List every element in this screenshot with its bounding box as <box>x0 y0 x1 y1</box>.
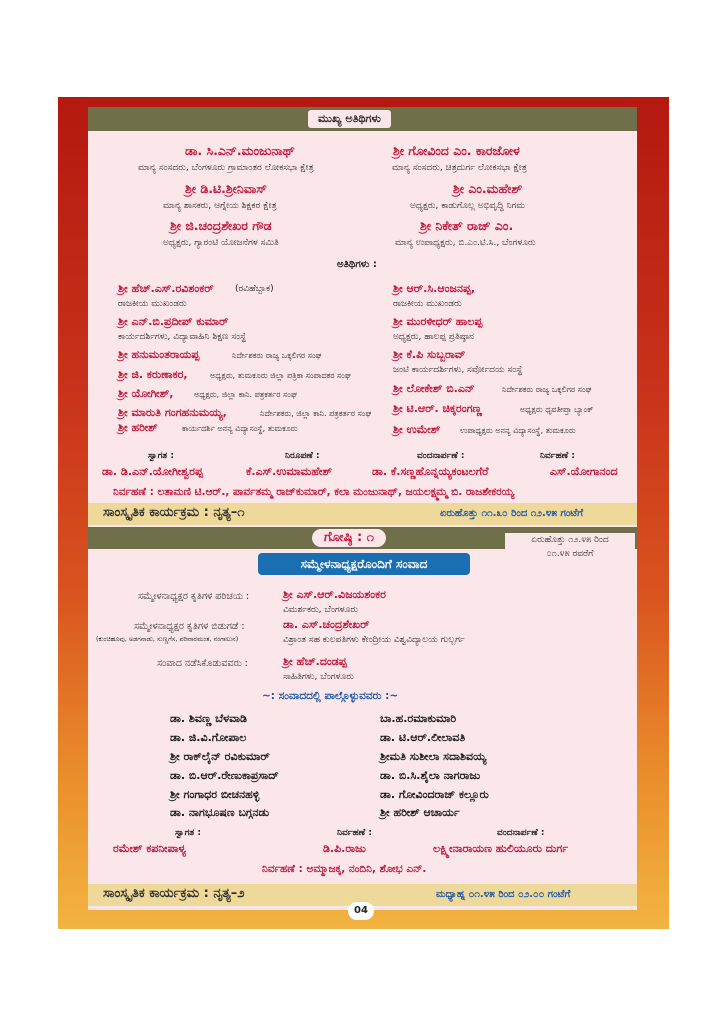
role-manage: ನಿರ್ವಹಣೆ : <box>540 451 575 461</box>
participant: ಡಾ. ಬಿ.ಆರ್.ರೇಣುಕಾಪ್ರಸಾದ್ <box>170 769 279 782</box>
goshti-time-line1: ಏರುಹೊತ್ತು ೧೨.೪೫ ರಿಂದ <box>531 535 609 545</box>
chief-guest-desc: ಮಾನ್ಯ ಉಪಾಧ್ಯಕ್ಷರು, ಬಿ.ಎಂ.ಟಿ.ಸಿ., ಬೆಂಗಳೂರು <box>395 238 536 248</box>
person-welcome: ಡಾ. ಡಿ.ಎನ್.ಯೋಗೀಶ್ವರಪ್ಪ <box>102 465 203 478</box>
participant: ಶ್ರೀ ಹರೀಶ್ ಆಚಾರ್ಯ <box>380 806 460 819</box>
guest-name: ಶ್ರೀ ಆರ್.ಸಿ.ಆಂಜನಪ್ಪ, <box>393 282 476 295</box>
chief-guest-name: ಶ್ರೀ ಡಿ.ಟಿ.ಶ್ರೀನಿವಾಸ್ <box>185 181 267 196</box>
chief-guest-name: ಶ್ರೀ ಜಿ.ಚಂದ್ರಶೇಖರ ಗೌಡ <box>170 218 272 233</box>
guest-name: ಶ್ರೀ ಕೆ.ಪಿ ಸುಬ್ಬರಾವ್ <box>393 348 466 361</box>
management-line: ನಿರ್ವಹಣೆ : ಲತಾಮಣಿ ಟಿ.ಆರ್., ಪಾರ್ವತಮ್ಮ ರಾಜ್‌ಕುಮಾರ್, ಕಲಾ ಮಂಜುನಾಥ್, ಜಯಲಕ್ಷ್ಮಮ್ಮ ಬಿ. ರಾಜಶೇಕರಯ್ಯ <box>113 486 515 498</box>
guest-desc: ಅಧ್ಯಕ್ಷರು, ತುಮಕೂರು ಜಿಲ್ಲಾ ಪತ್ರಿಕಾ ಸಂಪಾದಕರ ಸಂಘ <box>210 371 351 380</box>
participant: ಡಾ. ಟಿ.ಆರ್.ಲೀಲಾವತಿ <box>380 731 466 744</box>
chief-guest-name: ಶ್ರೀ ಗೋವಿಂದ ಎಂ. ಕಾರಜೋಳ <box>393 143 520 158</box>
participant: ಡಾ. ನಾಗಭೂಷಣ ಬಗ್ಗನಡು <box>170 806 270 819</box>
person-intro: ಕೆ.ಎಸ್.ಉಮಾಮಹೇಶ್ <box>246 465 333 478</box>
cultural-label: ಸಾಂಸ್ಕೃತಿಕ ಕಾರ್ಯಕ್ರಮ : ನೃತ್ಯ–೧ <box>103 505 245 520</box>
participant: ಶ್ರೀಮತಿ ಸುಶೀಲಾ ಸದಾಶಿವಯ್ಯ <box>380 750 487 763</box>
chief-guest-desc: ಅಧ್ಯಕ್ಷರು, ಕಾಡುಗೊಲ್ಲ ಅಭಿವೃದ್ಧಿ ನಿಗಮ <box>410 201 525 211</box>
participants-heading: ~: ಸಂವಾದದಲ್ಲಿ ಪಾಲ್ಗೊಳ್ಳುವವರು :~ <box>262 690 399 702</box>
row-desc: ಸಾಹಿತಿಗಳು, ಬೆಂಗಳೂರು <box>283 672 354 682</box>
guests-heading: ಅತಿಥಿಗಳು : <box>337 259 377 270</box>
goshti-time-line2: ೦೧.೪೫ ರವರೆಗೆ <box>546 549 594 559</box>
chief-guest-desc: ಅಧ್ಯಕ್ಷರು, ಗ್ಯಾರಂಟಿ ಯೋಜನೆಗಳ ಸಮಿತಿ <box>163 238 279 248</box>
guest-name: ಶ್ರೀ ಮಾರುತಿ ಗಂಗಹನುಮಯ್ಯ, <box>118 406 227 419</box>
guest-name: ಶ್ರೀ ಉಮೇಶ್ <box>393 423 441 436</box>
guest-name: ಶ್ರೀ ಜಿ. ಕರುಣಾಕರ, <box>118 368 188 381</box>
guest-name: ಶ್ರೀ ಎನ್.ಬಿ.ಪ್ರದೀಪ್ ಕುಮಾರ್ <box>118 315 229 328</box>
person-manage: ಡಿ.ಪಿ.ರಾಜು <box>323 842 366 855</box>
goshti-label: ಗೋಷ್ಠಿ : ೧ <box>312 529 386 547</box>
person-thanks: ಲಕ್ಷ್ಮೀನಾರಾಯಣ ಹುಲಿಯೂರು ದುರ್ಗ <box>433 842 569 855</box>
guest-desc: ಕಾರ್ಯದರ್ಶಿ ಅನನ್ಯ ವಿದ್ಯಾಸಂಸ್ಥೆ, ತುಮಕೂರು <box>182 424 298 433</box>
role-welcome: ಸ್ವಾಗತ : <box>175 828 201 838</box>
guest-name: ಶ್ರೀ ಹನುಮಂತರಾಯಪ್ಪ <box>118 348 200 361</box>
guest-name: ಶ್ರೀ ಮುರಳೀಧರ್ ಹಾಲಪ್ಪ <box>393 315 483 328</box>
guest-desc: ಕಾರ್ಯದರ್ಶಿಗಳು, ವಿದ್ಯಾವಾಹಿನಿ ಶಿಕ್ಷಣ ಸಂಸ್ಥೆ <box>118 332 247 342</box>
role-manage: ನಿರ್ವಹಣೆ : <box>337 828 372 838</box>
chief-guest-desc: ಮಾನ್ಯ ಶಾಸಕರು, ಆಗ್ನೇಯ ಶಿಕ್ಷಕರ ಕ್ಷೇತ್ರ <box>163 201 277 211</box>
guest-desc: ಜಂಟಿ ಕಾರ್ಯದರ್ಶಿಗಳು, ಸರ್ವೋದಯ ಸಂಸ್ಥೆ <box>393 365 523 375</box>
chief-guest-desc: ಮಾನ್ಯ ಸಂಸದರು, ಚಿತ್ರದುರ್ಗ ಲೋಕಸಭಾ ಕ್ಷೇತ್ರ <box>392 163 527 173</box>
guest-desc: ನಿರ್ದೇಶಕರು ರಾಜ್ಯ ಒಕ್ಕಲಿಗರ ಸಂಘ <box>232 351 322 360</box>
row-label: ಸಮ್ಮೇಳನಾಧ್ಯಕ್ಷರ ಕೃತಿಗಳ ಪರಿಚಯ : <box>138 591 250 602</box>
row-sub: (ಕುಂಚಿಹೂವು, ಅಡಗನಾಡು, ಸುಣ್ಣಗೆಸ, ಪರಿವಾರಮಂತ, ನಂಗಾಲುನ) <box>96 635 239 643</box>
guest-desc: ನಿರ್ದೇಶಕರು ರಾಜ್ಯ ಒಕ್ಕಲಿಗರ ಸಂಘ <box>502 385 592 394</box>
participant: ಶ್ರೀ ಗಂಗಾಧರ ಬೀಚನಹಳ್ಳಿ <box>170 788 260 801</box>
cultural-label: ಸಾಂಸ್ಕೃತಿಕ ಕಾರ್ಯಕ್ರಮ : ನೃತ್ಯ–೨ <box>103 886 245 901</box>
participant: ಡಾ. ಬಿ.ಸಿ.ಶೈಲಾ ನಾಗರಾಜು <box>380 769 481 782</box>
row-name: ಶ್ರೀ ಹೆಚ್.ದಂಡಪ್ಪ <box>283 655 347 668</box>
role-intro: ನಿರೂಪಣೆ : <box>285 451 320 461</box>
chief-guest-desc: ಮಾನ್ಯ ಸಂಸದರು, ಬೆಂಗಳೂರು ಗ್ರಾಮಾಂತರ ಲೋಕಸಭಾ ಕ್ಷೇತ್ರ <box>138 163 314 173</box>
chief-guest-name: ಶ್ರೀ ನಿಕೇತ್ ರಾಜ್ ಎಂ. <box>420 218 514 233</box>
row-label: ಸಮ್ಮೇಳನಾಧ್ಯಕ್ಷರ ಕೃತಿಗಳ ಬಿಡುಗಡೆ : <box>134 621 245 632</box>
participant: ಬಾ.ಹ.ರಮಾಕುಮಾರಿ <box>380 712 457 725</box>
guest-desc: ನಿರ್ದೇಶಕರು, ಜಿಲ್ಲಾ ಕಾನಿ. ಪತ್ರಕರ್ತರ ಸಂಘ <box>260 409 372 418</box>
guest-desc: ಅಧ್ಯಕ್ಷರು, ಹಾಲಪ್ಪ ಪ್ರತಿಷ್ಠಾನ <box>393 332 475 342</box>
role-welcome: ಸ್ವಾಗತ : <box>148 451 174 461</box>
guest-desc: ರಾಜಕೀಯ ಮುಖಂಡರು <box>393 299 462 309</box>
management-line: ನಿರ್ವಹಣೆ : ಅಮ್ಮಾಜಕ್ಕ, ನಂದಿನಿ, ಶೋಭ ಎನ್. <box>262 863 427 875</box>
header-title: ಮುಖ್ಯ ಅತಿಥಿಗಳು <box>308 110 391 128</box>
row-label: ಸಂವಾದ ನಡೆಸಿಕೊಡುವವರು : <box>157 658 248 669</box>
chief-guest-name: ಡಾ. ಸಿ.ಎನ್.ಮಂಜುನಾಥ್ <box>185 143 295 158</box>
guest-name: ಶ್ರೀ ಹರೀಶ್ <box>118 421 158 434</box>
guest-name: ಶ್ರೀ ಹೆಚ್.ಎಸ್.ರವಿಶಂಕರ್ <box>118 282 214 295</box>
person-manage: ಎಸ್.ಯೋಗಾನಂದ <box>550 465 618 478</box>
guest-name: ಶ್ರೀ ಲೋಕೇಶ್ ಬಿ.ಎನ್ <box>393 382 475 395</box>
samvada-title: ಸಮ್ಮೇಳನಾಧ್ಯಕ್ಷರೊಂದಿಗೆ ಸಂವಾದ <box>258 553 470 575</box>
guest-desc: ಉಪಾಧ್ಯಕ್ಷರು ಅನನ್ಯ ವಿದ್ಯಾಸಂಸ್ಥೆ, ತುಮಕೂರು <box>460 426 576 435</box>
row-name: ಡಾ. ಎಸ್.ಚಂದ್ರಶೇಖರ್ <box>283 618 370 631</box>
role-thanks: ವಂದನಾರ್ಪಣೆ : <box>417 451 465 461</box>
cultural-time: ಮಧ್ಯಾಹ್ನ ೦೧.೪೫ ರಿಂದ ೦೨.೦೦ ಗಂಟೆಗೆ <box>436 889 571 900</box>
guest-desc: ಅಧ್ಯಕ್ಷರು ಧೃವತೀಪ್ತಾ ಬ್ಯಾಂಕ್ <box>520 405 594 414</box>
page-number: 04 <box>348 902 374 920</box>
person-thanks: ಡಾ. ಕೆ.ಸಣ್ಣಹೊನ್ನಯ್ಯಕಂಟಲಗೆರೆ <box>372 465 489 478</box>
guest-desc: ರಾಜಕೀಯ ಮುಖಂಡರು <box>118 299 187 309</box>
person-welcome: ರಮೇಶ್ ಕಪನೀಪಾಳ್ಯ <box>113 842 187 855</box>
guest-name: ಶ್ರೀ ಯೋಗೀಶ್, <box>118 387 174 400</box>
guest-desc: ಅಧ್ಯಕ್ಷರು, ಜಿಲ್ಲಾ ಕಾನಿ. ಪತ್ರಕರ್ತರ ಸಂಘ <box>194 390 297 399</box>
row-desc: ವಿಶ್ರಾಂತ ಸಹ ಕುಲಪತಿಗಳು ಕೇಂದ್ರೀಯ ವಿಶ್ವವಿದ್ಯಾಲಯ ಗುಲ್ಬರ್ಗ <box>283 635 465 645</box>
cultural-time: ಏರುಹೊತ್ತು ೧೧.೩೦ ರಿಂದ ೧೨.೪೫ ಗಂಟೆಗೆ <box>440 508 584 519</box>
participant: ಡಾ. ಜಿ.ವಿ.ಗೋಪಾಲ <box>170 731 247 744</box>
participant: ಡಾ. ಶಿವಣ್ಣ ಬೆಳವಾಡಿ <box>170 712 247 725</box>
guest-name: ಶ್ರೀ ಟಿ.ಆರ್. ಚಿಕ್ಕರಂಗಣ್ಣ <box>393 402 482 415</box>
guest-suffix: (ರವಿಹೆಬ್ಬಾಕ) <box>235 284 274 294</box>
role-thanks: ವಂದನಾರ್ಪಣೆ : <box>497 828 545 838</box>
row-desc: ವಿಮರ್ಶಕರು, ಬೆಂಗಳೂರು <box>283 605 358 615</box>
row-name: ಶ್ರೀ ಎಸ್.ಆರ್.ವಿಜಯಶಂಕರ <box>283 588 386 601</box>
participant: ಡಾ. ಗೋವಿಂದರಾಜ್ ಕಲ್ಲೂರು <box>380 788 489 801</box>
goshti-time <box>505 533 635 569</box>
chief-guest-name: ಶ್ರೀ ಎಂ.ಮಹೇಶ್ <box>453 181 523 196</box>
participant: ಶ್ರೀ ರಾಕ್‌ಲೈನ್ ರವಿಕುಮಾರ್ <box>170 750 270 763</box>
